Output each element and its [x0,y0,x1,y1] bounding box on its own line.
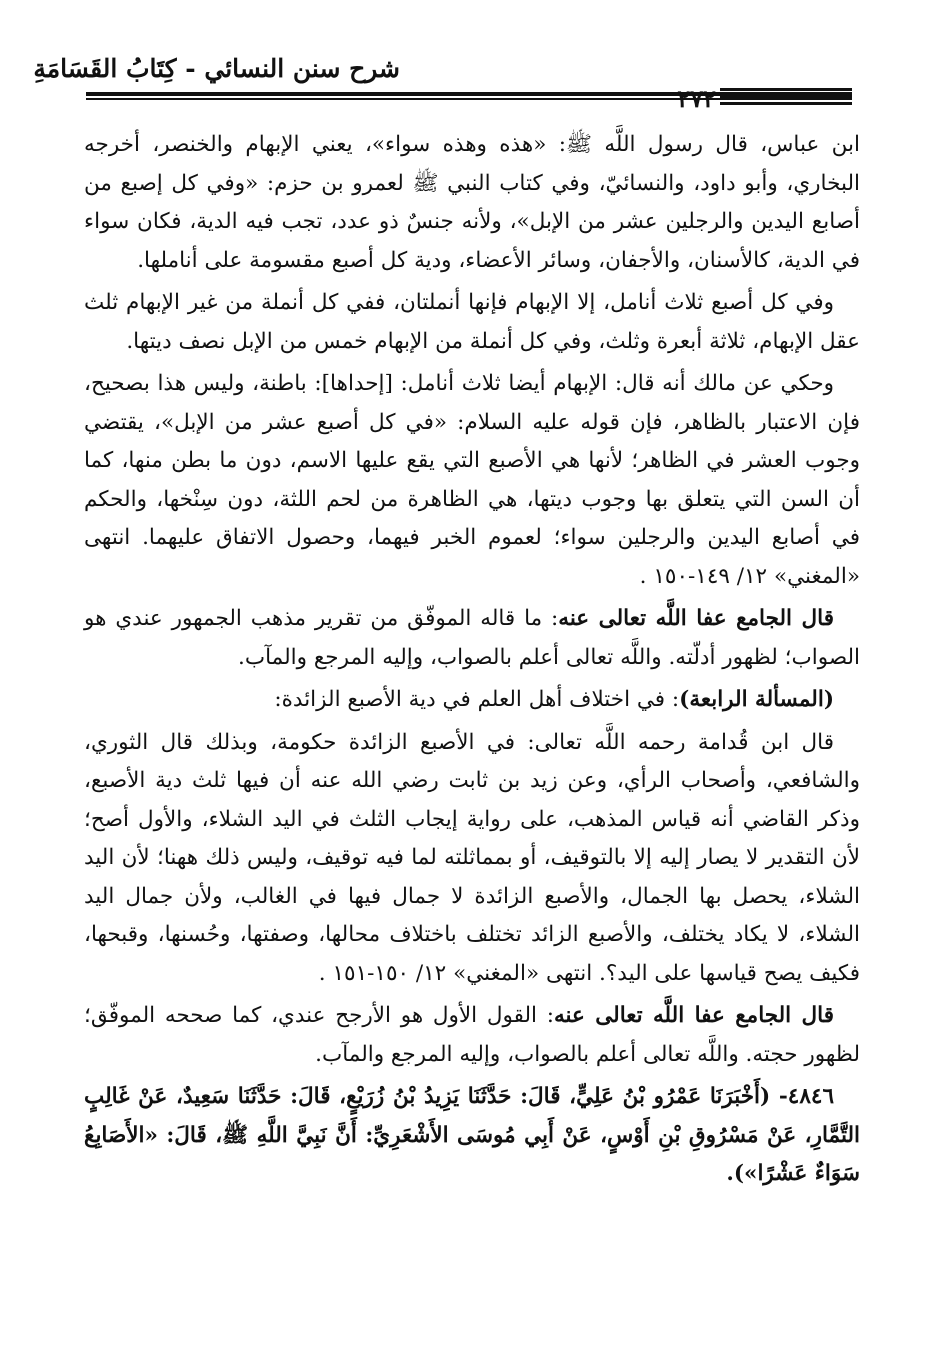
hadith-text: ٤٨٤٦- (أَخْبَرَنَا عَمْرُو بْنُ عَلِيٍّ، قَالَ: حَدَّثَنَا يَزِيدُ بْنُ زُرَيْعٍ، قَالَ: حَدَّثَنَا سَعِيدٌ، عَنْ غَالِبٍ التَّمَّارِ، عَنْ مَسْرُوقِ بْنِ أَوْسٍ، عَنْ أَبِي مُوسَى الأَشْعَرِيِّ: أَنَّ نَبِيَّ اللَّهِ ﷺ، قَالَ: «الأَصَابِعُ سَوَاءٌ عَشْرًا»). [84,1084,860,1186]
compiler-remark-lead: قال الجامع عفا اللَّه تعالى عنه [558,606,834,631]
ornament-bar [720,95,852,98]
paragraph-1: ابن عباس، قال رسول اللَّه ﷺ: «هذه وهذه سواء»، يعني الإبهام والخنصر، أخرجه البخاري، وأبو داود، والنسائيّ، وفي كتاب النبي ﷺ لعمرو بن حزم: «وفي كل إصبع من أصابع اليدين والرجلين عشر من الإبل»، ولأنه جنسٌ ذو عدد، تجب فيه الدية، فكان سواء في الدية، كالأسنان، والأجفان، وسائر الأعضاء، ودية كل أصبع مقسومة على أناملها. [84,132,860,273]
compiler-remark-text-2: : القول الأول هو الأرجح عندي، كما صححه الموفّق؛ لظهور حجته. واللَّه تعالى أعلم بالصواب، وإليه المرجع والمآب. [84,1003,860,1067]
paragraph-3: وحكي عن مالك أنه قال: الإبهام أيضا ثلاث أنامل: [إحداها]: باطنة، وليس هذا بصحيح، فإن الاعتبار بالظاهر، فإن قوله عليه السلام: «في كل أصبع عشر من الإبل»، يقتضي وجوب العشر في الظاهر؛ لأنها هي الأصبع التي يقع عليها الاسم، دون ما بطن منها، كما أن السن التي يتعلق بها وجوب ديتها، هي الظاهرة من لحم اللثة، دون سِنْخها، والحكم في أصابع اليدين والرجلين سواء؛ لعموم الخبر فيهما، وحصول الاتفاق عليهما. انتهى «المغني» ١٢/ ١٤٩-١٥٠ . [84,371,860,589]
paragraph-7 [84,997,860,1074]
ornament-bar [720,102,852,105]
paragraph-5 [84,681,860,720]
issue-heading-text: : في اختلاف أهل العلم في دية الأصبع الزائدة: [274,687,680,712]
compiler-remark-lead-2: قال الجامع عفا اللَّه تعالى عنه [554,1003,834,1028]
body-text [84,126,860,1198]
issue-heading: (المسألة الرابعة) [679,687,834,712]
page-number: ٢٧٢ [677,84,716,113]
compiler-remark-text: : ما قاله الموفّق من تقرير مذهب الجمهور عندي هو الصواب؛ لظهور أدلّته. واللَّه تعالى أعلم بالصواب، وإليه المرجع والمآب. [84,606,860,670]
ornament-bar [720,88,852,91]
page-number-box [648,84,716,114]
paragraph-6: قال ابن قُدامة رحمه اللَّه تعالى: في الأصبع الزائدة حكومة، وبذلك قال الثوري، والشافعي، وأصحاب الرأي، وعن زيد بن ثابت رضي الله عنه أن فيها ثلث دية الأصبع، وذكر القاضي أنه قياس المذهب، على رواية إيجاب الثلث في اليد الشلاء، والأول أصح؛ لأن التقدير لا يصار إليه إلا بالتوقيف، أو بمماثلته لما فيه توقيف، وليس ذلك ههنا؛ لأن اليد الشلاء، يحصل بها الجمال، والأصبع الزائدة لا جمال فيها في الغالب، ولأن جمال اليد الشلاء، لا يكاد يختلف، والأصبع الزائد تختلف باختلاف محالها، وصفتها، وحُسنها، وقبحها، فكيف يصح قياسها على اليد؟. انتهى «المغني» ١٢/ ١٥٠-١٥١ . [84,729,860,986]
paragraph-2: وفي كل أصبع ثلاث أنامل، إلا الإبهام فإنها أنملتان، ففي كل أنملة من غير الإبهام ثلث عقل الإبهام، ثلاثة أبعرة وثلث، وفي كل أنملة من الإبهام خمس من الإبل نصف ديتها. [84,290,860,354]
page-number-ornament [720,88,852,108]
header-title: شرح سنن النسائي - كِتَابُ القَسَامَةِ [33,54,400,83]
paragraph-4 [84,600,860,677]
